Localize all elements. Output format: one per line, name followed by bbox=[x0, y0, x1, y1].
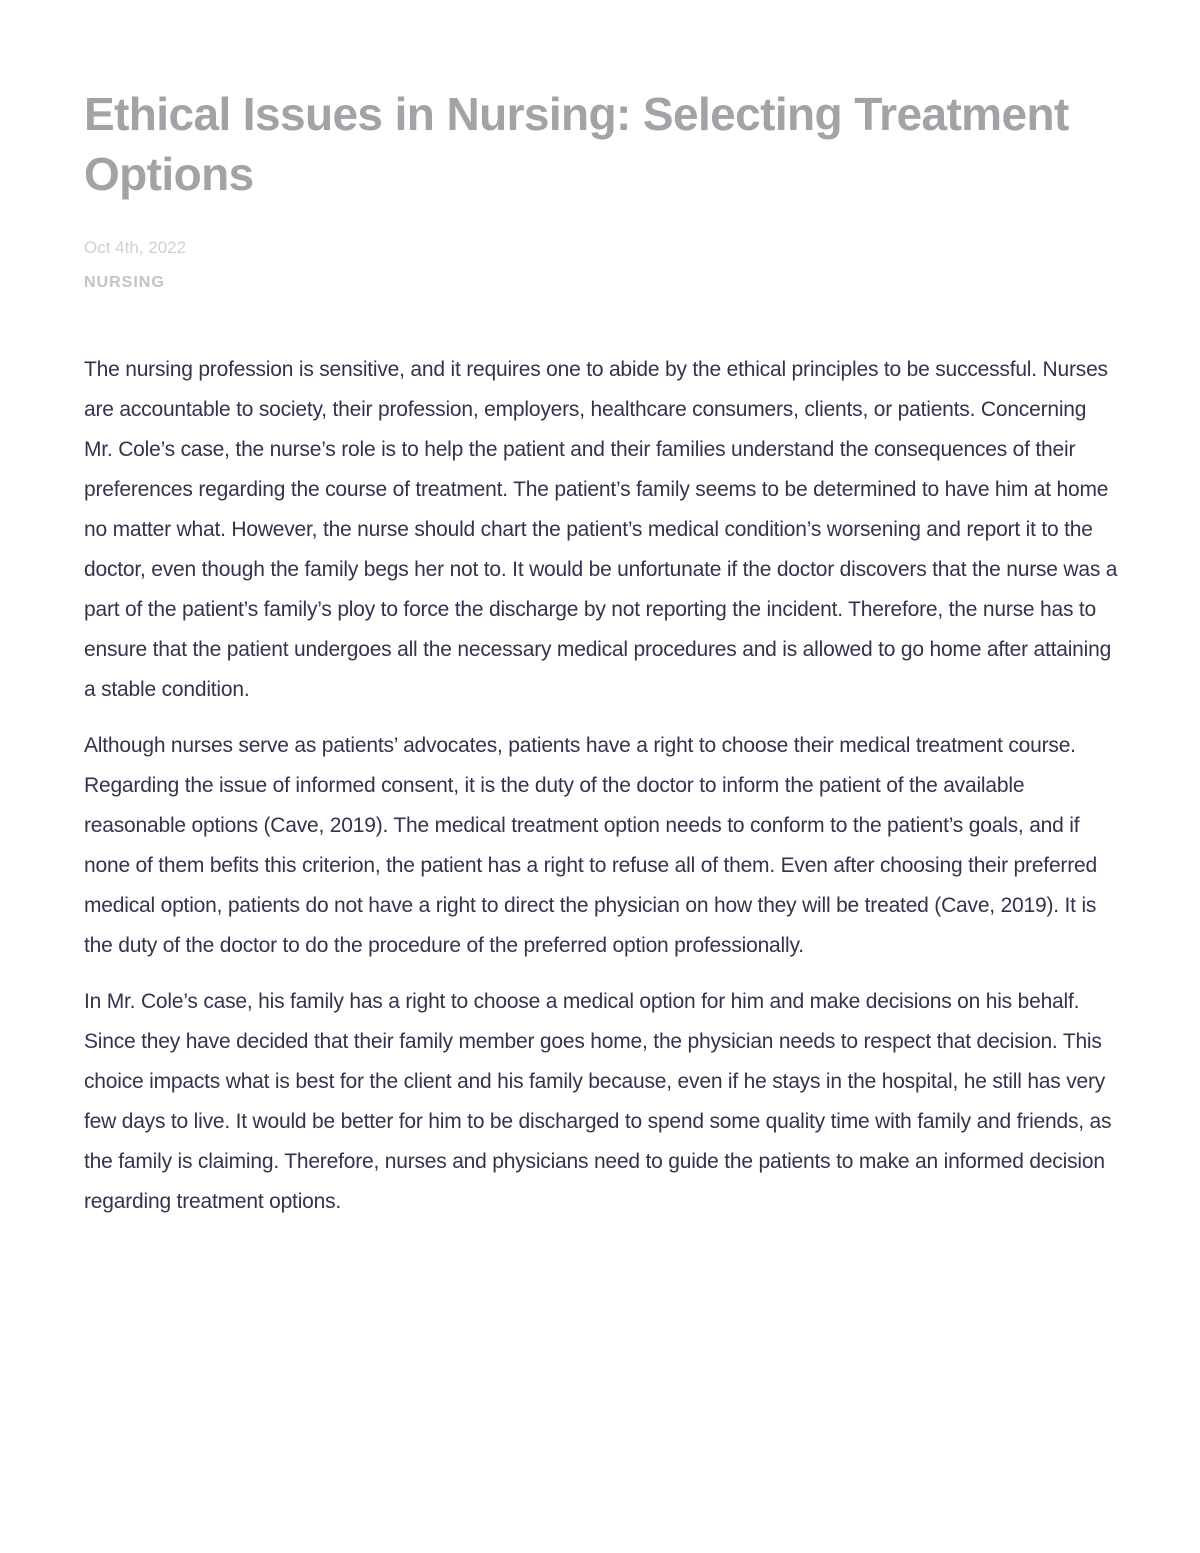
body-paragraph: Although nurses serve as patients’ advocates, patients have a right to choose their medical treatment course. Regarding the issue of informed consent, it is the duty of the doctor to inform the patient of the available reasonable options (Cave, 2019). The medical treatment option needs to conform to the patient’s goals, and if none of them befits this criterion, the patient has a right to refuse all of them. Even after choosing their preferred medical option, patients do not have a right to direct the physician on how they will be treated (Cave, 2019). It is the duty of the doctor to do the procedure of the preferred option professionally. bbox=[84, 734, 1097, 957]
article-title: Ethical Issues in Nursing: Selecting Treatment Options bbox=[84, 88, 1069, 200]
article-body bbox=[84, 350, 1120, 1222]
article-meta bbox=[84, 236, 1120, 294]
publish-date: Oct 4th, 2022 bbox=[84, 238, 187, 257]
category-label: NURSING bbox=[84, 274, 165, 291]
article bbox=[84, 84, 1120, 1238]
body-paragraph: In Mr. Cole’s case, his family has a right to choose a medical option for him and make decisions on his behalf. Since they have decided that their family member goes home, the physician needs to respect that decision. This choice impacts what is best for the client and his family because, even if he stays in the hospital, he still has very few days to live. It would be better for him to be discharged to spend some quality time with family and friends, as the family is claiming. Therefore, nurses and physicians need to guide the patients to make an informed decision regarding treatment options. bbox=[84, 990, 1112, 1213]
body-paragraph: The nursing profession is sensitive, and it requires one to abide by the ethical principles to be successful. Nurses are accountable to society, their profession, employers, healthcare consumers, clients, or patients. Concerning Mr. Cole’s case, the nurse’s role is to help the patient and their families understand the consequences of their preferences regarding the course of treatment. The patient’s family seems to be determined to have him at home no matter what. However, the nurse should chart the patient’s medical condition’s worsening and report it to the doctor, even though the family begs her not to. It would be unfortunate if the doctor discovers that the nurse was a part of the patient’s family’s ploy to force the discharge by not reporting the incident. Therefore, the nurse has to ensure that the patient undergoes all the necessary medical procedures and is allowed to go home after attaining a stable condition. bbox=[84, 358, 1118, 701]
